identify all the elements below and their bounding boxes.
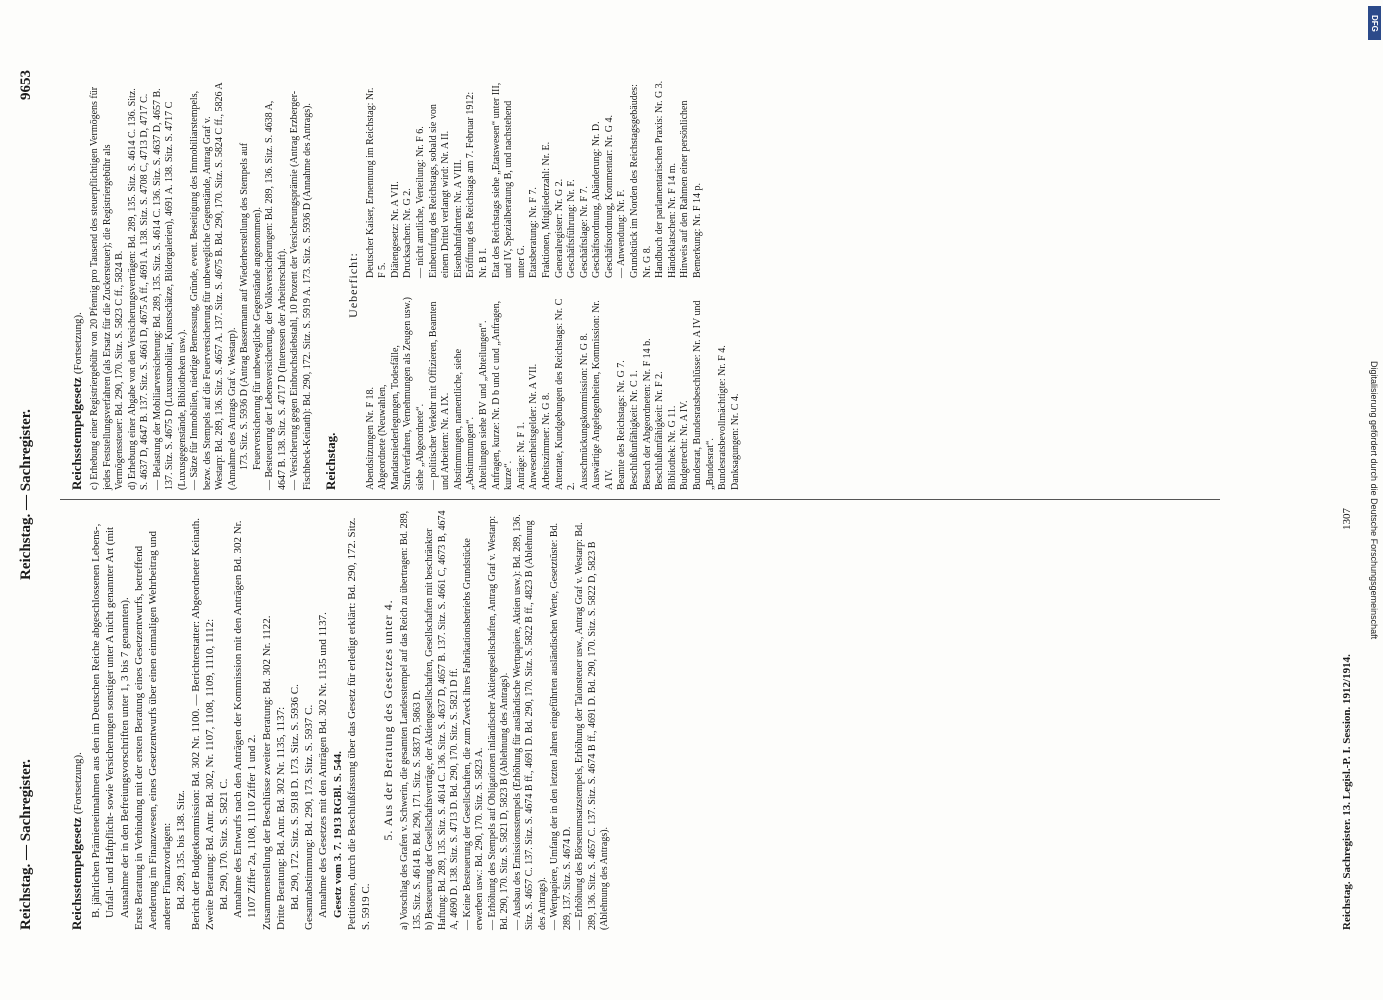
list-item: b) Besteuerung der Gesellschaftsverträge, der Aktiengesellschaften, Gesellschaften mit beschränkter Haftung: Bd. 289, 135. Sitz. S. 4614 C. 136. Sitz. S. 4637 D, 4657 B. 137. Sitz. S. 4661 C, 4673 B, 4674 A, 4690 D. 138. Sitz. S. 4713 D. Bd. 290, 170. Sitz. S. 5821 D ff. bbox=[424, 510, 461, 930]
paragraph: Bd. 290, 170. Sitz. S. 5821 C. bbox=[218, 778, 231, 910]
index-entry: Etatsberatung: Nr. F 7. bbox=[528, 187, 540, 278]
section-heading: Reichsstempelgesetz (Fortsetzung). bbox=[69, 752, 84, 930]
paragraph: Gesamtabstimmung: Bd. 290, 173. Sitz. S. 5937 C. bbox=[303, 704, 316, 930]
paragraph: Annahme des Entwurfs nach den Anträgen der Kommission mit den Anträgen Bd. 302 Nr. 1107 Ziffer 2a, 1108, 1110 Ziffer 1 und 2. bbox=[232, 520, 259, 918]
right-column bbox=[70, 80, 742, 490]
running-header-center: Reichstag. — Sachregister. bbox=[18, 409, 34, 580]
index-entry: Attentate, Kundgebungen des Reichstags: Nr. C 2. bbox=[553, 298, 578, 490]
index-entry: Beschlußunfähigkeit: Nr. F 2. bbox=[654, 371, 666, 490]
index-entry: Abgeordnete (Neuwahlen, Mandatsniederlegungen, Todesfälle, Strafverfahren, Vernehmungen als Zeugen usw.) siehe „Abgeordnete“. bbox=[377, 297, 426, 490]
running-header-left: Reichstag. — Sachregister. bbox=[18, 759, 34, 930]
paragraph: Bd. 290, 172. Sitz. S. 5918 D. 173. Sitz. S. 5936 C. bbox=[289, 684, 302, 910]
overview-column-b bbox=[365, 80, 743, 278]
index-entry: Generalregister: Nr. G 2. bbox=[553, 178, 565, 278]
index-entry: Geschäftslage: Nr. F 7. bbox=[578, 186, 590, 278]
index-entry: Bundesrat, Bundesratsbeschlüsse: Nr. A IV und „Bundesrat“. bbox=[692, 300, 716, 490]
index-entry: Deutscher Kaiser, Ernennung im Reichstag: Nr. F 5. bbox=[364, 87, 389, 278]
page-number-footer: 1307 bbox=[1341, 508, 1353, 530]
index-entry: — Anwendung: Nr. F. bbox=[616, 189, 628, 278]
paragraph: Gesetz vom 3. 7. 1913 RGBl. S. 544. bbox=[331, 751, 344, 918]
index-entry: Händeklatschen: Nr. F 14 m. bbox=[666, 163, 678, 278]
digitization-note: Digitalisierung gefördert durch die Deutsche Forschungsgemeinschaft bbox=[1369, 360, 1379, 640]
index-entry: Bibliothek: Nr. G 11. bbox=[666, 405, 678, 490]
index-entry: Handbuch der parlamentarischen Praxis: Nr. G 3. bbox=[654, 80, 666, 278]
index-entry: Drucksachen: Nr. G 2. bbox=[402, 188, 414, 278]
list-item: — Sätze für Immobilien, niedrige Bemessung, Gründe, event. Beseitigung des Immobiliarstempels, bezw. des Stempels auf die Feuerversicherung für unbewegliche Gegenstände, Antrag Graf v. Westarp: Bd. 289, 136. Sitz. S. 4657 A. 137. Sitz. S. 4675 B. Bd. 290, 170. Sitz. S. 5824 C ff., 5826 A (Annahme des Antrags Graf v. Westarp). bbox=[189, 82, 238, 490]
index-entry: Eröffnung des Reichstags am 7. Februar 1912: Nr. B I. bbox=[465, 91, 489, 278]
paragraph: Zweite Beratung: Bd. Antr. Bd. 302, Nr. 1107, 1108, 1109, 1110, 1112: bbox=[203, 618, 216, 930]
index-entry: Grundstück im Norden des Reichstagsgebäudes: Nr. G 8. bbox=[629, 84, 653, 278]
paragraph: Bericht der Budgetkommission: Bd. 302 Nr. 1100. — Berichterstatter: Abgeordneter Keinath. bbox=[189, 517, 202, 930]
index-entry: Anträge: Nr. F 1. bbox=[515, 421, 527, 490]
list-item: — Versicherung gegen Einbruchsdiebstahl, 10 Prozent der Versicherungsprämie (Antrag Erzberger-Fischbeck-Keinath): Bd. 290, 172. Sitz. S. 5919 A. 173. Sitz. S. 5936 D (Annahme des Antrags). bbox=[289, 90, 313, 490]
overview-heading: Ueberficht: bbox=[346, 252, 361, 318]
index-entry: Besuch der Abgeordneten: Nr. F 14 b. bbox=[641, 338, 653, 490]
index-entry: Eisenbahnfahrten: Nr. A VIII. bbox=[452, 159, 464, 278]
index-entry: Anwesenheitsgelder: Nr. A VII. bbox=[528, 363, 540, 490]
paragraph: Zusammenstellung der Beschlüsse zweiter Beratung: Bd. 302 Nr. 1122. bbox=[260, 615, 273, 930]
list-item: c) Erhebung einer Registriergebühr von 20 Pfennig pro Tausend des steuerpflichtigen Vermögens für jedes Feststellungsverfahren (als Ersatz für die Zuckersteuer); die Registriergebühr als Vermögenssteuer: Bd. 290, 170. Sitz. S. 5823 C ff., 5824 B. bbox=[89, 86, 126, 490]
index-entry: Etat des Reichstags siehe „Etatswesen“ unter III, und IV, Spezialberatung B, und nachstehend unter G. bbox=[490, 82, 527, 278]
index-entry: Fraktionen, Mitgliederzahl: Nr. E. bbox=[540, 141, 552, 278]
paragraph: B. jährlichen Prämieneinnahmen aus den im Deutschen Reiche abgeschlossenen Lebens-, Unfall- und Haftpflicht- sowie Versicherungen sonstiger unter A nicht genannter Art (mit Ausnahme der in den Befreiungsvorschriften unter 1, 3 bis 7 genannten). bbox=[90, 523, 131, 918]
index-entry: Diätengesetz: Nr. A VII. bbox=[389, 181, 401, 278]
list-item: — Erhöhung des Börsenumsatzstempels, Erhöhung der Talonsteuer usw., Antrag Graf v. Westarp: Bd. 289, 136. Sitz. S. 4657 C. 137. Sitz. S. 4674 B ff., 4691 D. Bd. 290, 170. Sitz. S. 5822 D, 5823 B (Ablehnung des Antrags). bbox=[574, 522, 611, 930]
list-item: — Ausbau des Emissionsstempels (Erhöhung für ausländische Wertpapiere, Aktien usw.): Bd. 289, 136. Sitz. S. 4657 C. 137. Sitz. S. 4674 B ff., 4691 D. Bd. 290, 170. Sitz. S. 5822 B ff., 4823 B (Ablehnung des Antrags). bbox=[511, 514, 548, 930]
index-entry: — nicht amtliche, Verteilung: Nr. F 6. bbox=[414, 126, 426, 278]
sub-heading: 5. Aus der Beratung des Gesetzes unter 4. bbox=[381, 599, 396, 841]
page-footer: Reichstag. Sachregister. 13. Legisl.-P. I. Session. 1912/1914. bbox=[1341, 654, 1353, 930]
list-item: — Besteuerung der Lebensversicherung, der Volksversicherungen: Bd. 289, 136. Sitz. S. 4638 A, 4647 B. 138. Sitz. S. 4717 D (Interessen der Arbeiterschaft). bbox=[264, 100, 288, 490]
list-item: — Belastung der Mobiliarversicherung: Bd. 289, 135. Sitz. S. 4614 C. 136. Sitz. S. 4637 D, 4657 B. 137. Sitz. S. 4675 D (Luxusmobiliar, Kunstschätze, Bildergalerien), 4691 A. 138. Sitz. S. 4717 C (Luxusgegenstände, Bibliotheken usw.). bbox=[151, 88, 188, 490]
left-column bbox=[70, 510, 612, 930]
list-item: 173. Sitz. S. 5936 D (Antrag Bassermann auf Wiederherstellung des Stempels auf Feuerversicherung für unbewegliche Gegenstände angenommen). bbox=[239, 142, 263, 470]
index-entry: Auswärtige Angelegenheiten, Kommission: Nr. A IV. bbox=[591, 300, 615, 490]
index-entry: Geschäftsführung: Nr. F. bbox=[566, 179, 578, 278]
index-entry: Beamte des Reichstags: Nr. G 7. bbox=[616, 360, 628, 490]
list-item: — Keine Besteuerung der Gesellschaften, die zum Zweck ihres Fabrikationsbetriebs Grundstücke erwerben usw.: Bd. 290, 170. Sitz. S. 5823 A. bbox=[461, 538, 486, 930]
index-entry: Geschäftsordnung, Abänderung: Nr. D. bbox=[591, 121, 603, 278]
overview-index bbox=[365, 80, 743, 490]
list-item: a) Vorschlag des Grafen v. Schwerin, die gesamten Landesstempel auf das Reich zu übertragen: Bd. 289, 135. Sitz. S. 4614 B. Bd. 290, 171. Sitz. S. 5837 D, 5863 D. bbox=[399, 510, 423, 930]
index-entry: Anfragen, kurze: Nr. D b und c und „Anfragen, kurze“. bbox=[490, 300, 515, 490]
paragraph: Dritte Beratung: Bd. Antr. Bd. 302 Nr. 1135, 1137: bbox=[274, 706, 287, 930]
paragraph: Petitionen, durch die Beschlußfassung über das Gesetz für erledigt erklärt: Bd. 290, 172. Sitz. S. 5919 C. bbox=[345, 517, 373, 930]
index-entry: — politischer Verkehr mit Offizieren, Beamten und Arbeitern: Nr. A IX. bbox=[427, 301, 452, 490]
paragraph: Erste Beratung in Verbindung mit der ersten Beratung eines Gesetzentwurfs, betreffend Aenderung im Finanzwesen, eines Gesetzentwurfs über einen einmaligen Wehrbeitrag und anderer Finanzvorlagen: bbox=[132, 530, 174, 930]
index-entry: Abstimmungen, namentliche, siehe „Abstimmungen“. bbox=[452, 348, 477, 490]
paragraph: Bd. 289, 135. bis 138. Sitz. bbox=[175, 790, 188, 910]
column-divider bbox=[60, 499, 1220, 500]
index-entry: Geschäftsordnung, Kommentar: Nr. G 4. bbox=[603, 114, 615, 278]
index-entry: Danksagungen: Nr. C 4. bbox=[729, 393, 741, 490]
index-entry: Ausschmückungskommission: Nr. G 8. bbox=[578, 333, 590, 490]
list-item: — Erhöhung des Stempels auf Obligationen inländischer Aktiengesellschaften, Antrag Graf v. Westarp: Bd. 290, 170. Sitz. S. 5821 D, 5823 B (Ablehnung des Antrags). bbox=[486, 515, 511, 930]
index-entry: Abteilungen siehe BV und „Abteilungen“. bbox=[477, 320, 489, 490]
index-entry: Arbeitszimmer: Nr. G 8. bbox=[540, 392, 552, 490]
page-number-header: 9653 bbox=[18, 70, 34, 100]
index-entry: Budgetrecht: Nr. A IV. bbox=[679, 400, 691, 490]
dfg-logo: DFG bbox=[1368, 6, 1381, 40]
index-entry: Abendsitzungen Nr. F 18. bbox=[364, 386, 376, 490]
section-heading: Reichsstempelgesetz (Fortsetzung). bbox=[69, 312, 84, 490]
index-entry: Einberufung des Reichstags, sobald sie von einem Drittel verlangt wird: Nr. A II. bbox=[427, 104, 452, 278]
index-entry: Beschlußunfähigkeit: Nr. C 1. bbox=[629, 370, 641, 490]
index-entry: Hinweis auf den Rahmen einer persönlichen Bemerkung: Nr. F 14 p. bbox=[679, 100, 704, 278]
index-entry: Bundesratsbevollmächtigte: Nr. F 4. bbox=[717, 345, 729, 490]
overview-column-a bbox=[365, 292, 743, 490]
list-item: — Wertpapiere, Umfang der in den letzten Jahren eingeführten ausländischen Werte, Gesetztüste: Bd. 289, 137. Sitz. S. 4674 D. bbox=[549, 522, 573, 930]
list-item: d) Erhebung einer Abgabe von den Versicherungsverträgen: Bd. 289, 135. Sitz. S. 4614 C. 136. Sitz. S. 4637 D, 4647 B. 137. Sitz. S. 4661 D, 4675 A ff., 4691 A. 138. Sitz. S. 4708 C, 4713 D, 4717 C. bbox=[126, 88, 151, 490]
section-heading-reichstag: Reichstag. bbox=[323, 432, 339, 490]
paragraph: Annahme des Gesetzes mit den Anträgen Bd. 302 Nr. 1135 und 1137. bbox=[317, 612, 330, 918]
